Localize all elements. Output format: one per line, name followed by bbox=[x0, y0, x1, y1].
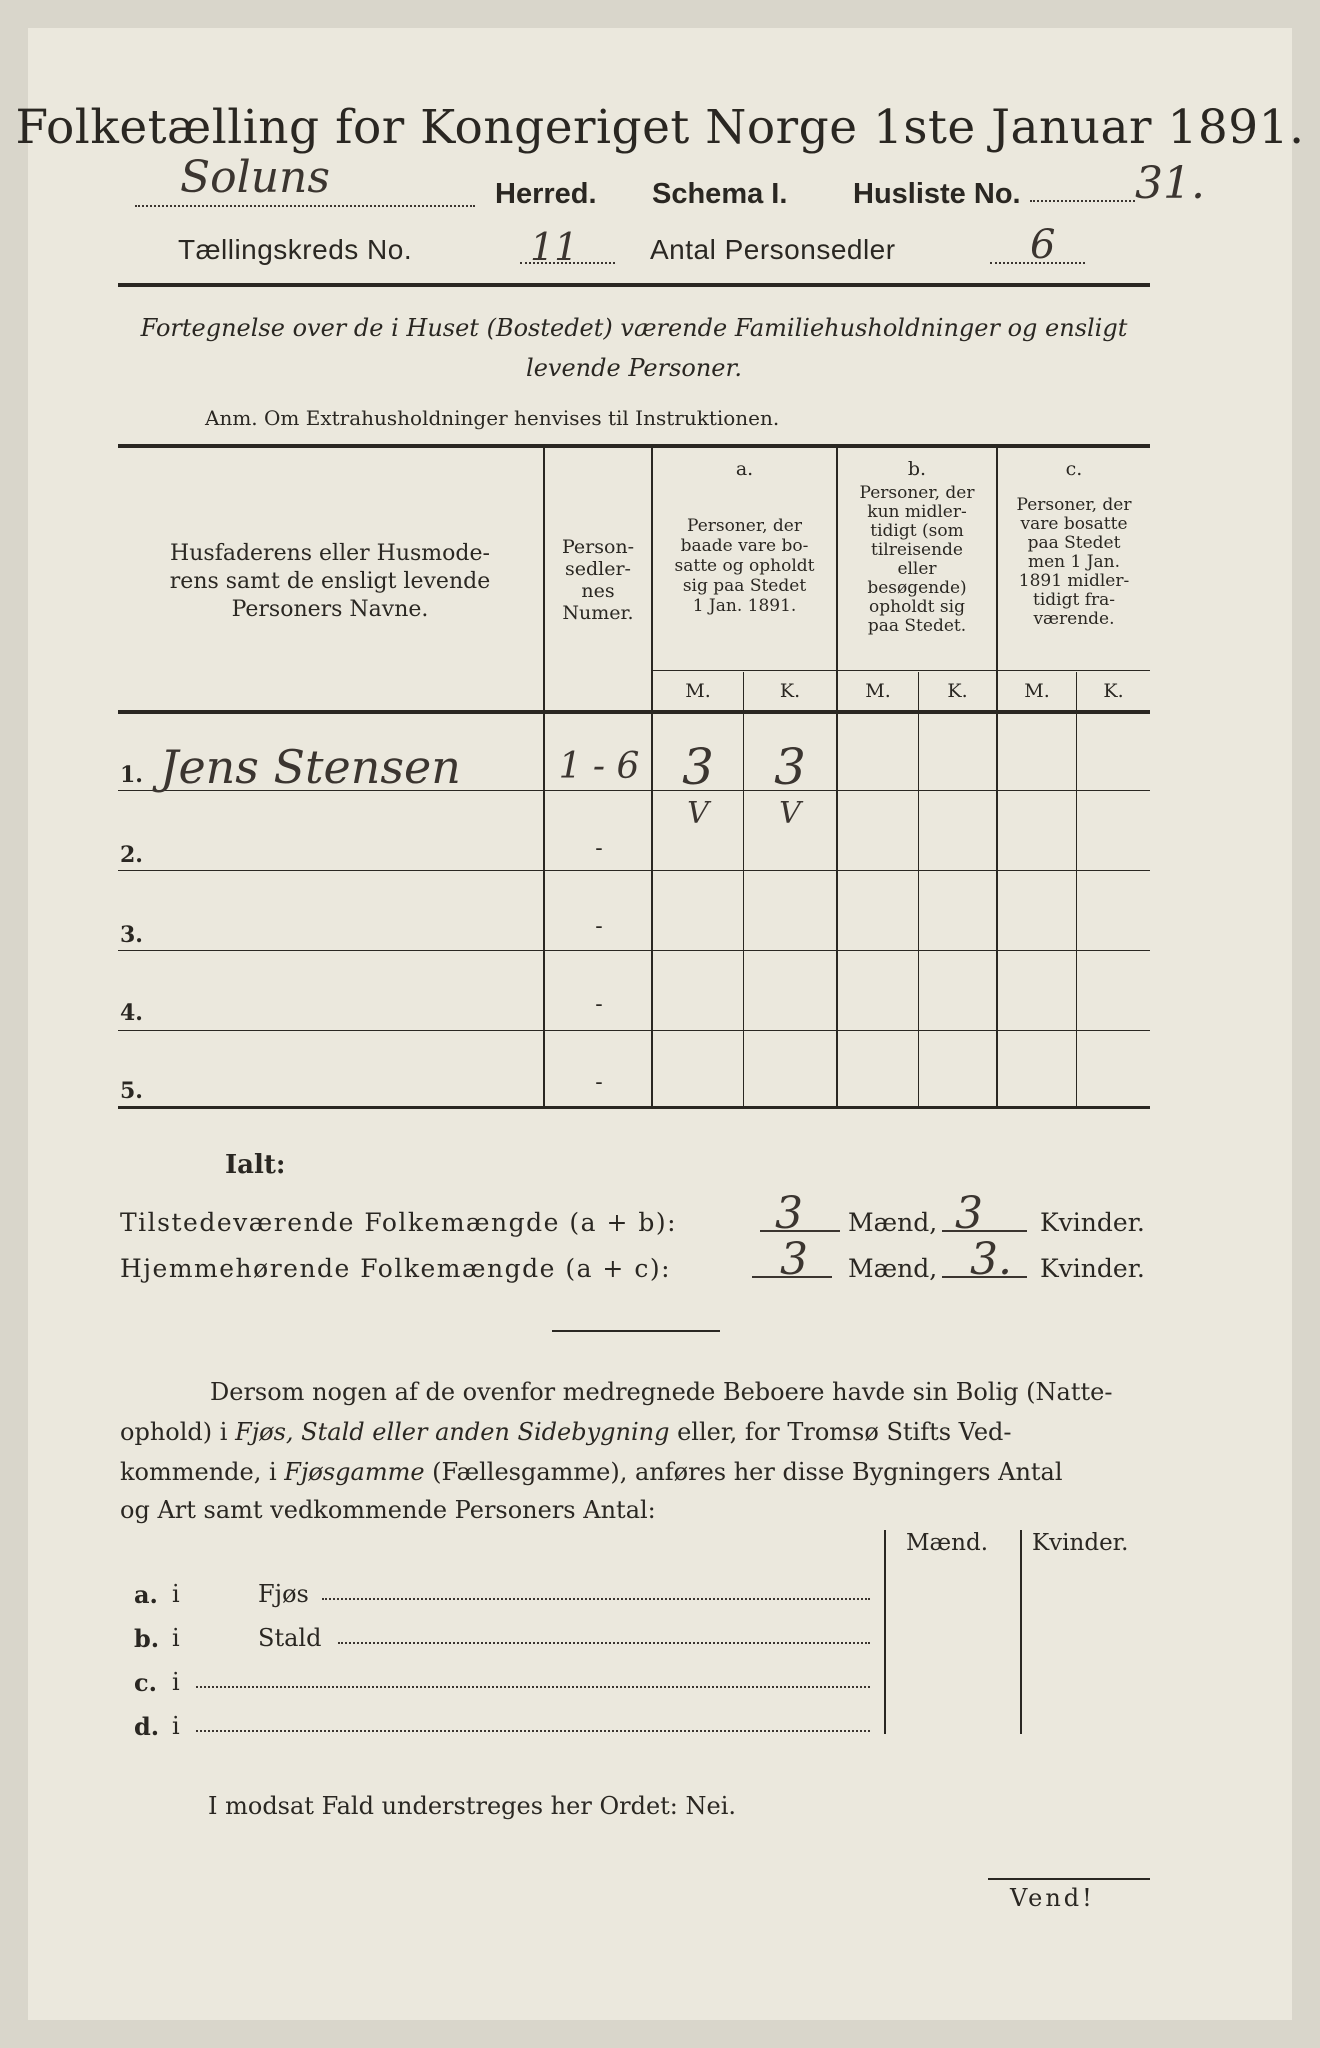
col-b-letter: b. bbox=[907, 458, 927, 480]
para-text: (Fællesgamme), anføres her disse Bygningers Antal bbox=[424, 1458, 1063, 1486]
herred-value: Soluns bbox=[180, 152, 330, 203]
vend-label: Vend! bbox=[1010, 1884, 1095, 1912]
names-column-header bbox=[120, 540, 540, 624]
a-k-value: 3 bbox=[774, 738, 806, 796]
col-b-header-line: paa Stedet. bbox=[867, 616, 967, 636]
col-a-header-line: sig paa Stedet bbox=[682, 576, 807, 596]
para-text: ophold) i bbox=[120, 1418, 236, 1446]
col-b-header-line: besøgende) bbox=[867, 578, 967, 598]
col-divider-mk bbox=[918, 672, 919, 1107]
row-number: 5. bbox=[120, 1078, 143, 1104]
col-a-letter: a. bbox=[735, 458, 754, 480]
tilstede-m-value: 3 bbox=[775, 1188, 803, 1239]
para-text-italic: Fjøsgamme bbox=[284, 1458, 425, 1486]
c-k-label: K. bbox=[1103, 680, 1124, 702]
outbuildings-kvinder-header: Kvinder. bbox=[1032, 1530, 1129, 1556]
antal-label: Antal Personsedler bbox=[650, 234, 896, 265]
col-divider-mk bbox=[1076, 672, 1077, 1107]
kreds-label: Tællingskreds No. bbox=[178, 234, 413, 265]
item-i: i bbox=[172, 1580, 180, 1608]
item-label: Stald bbox=[258, 1624, 322, 1652]
col-b-header-line: kun midler- bbox=[867, 502, 967, 522]
form-title: Folketælling for Kongeriget Norge 1ste Januar 1891. bbox=[15, 100, 1305, 155]
c-m-label: M. bbox=[1024, 680, 1050, 702]
item-i: i bbox=[172, 1668, 180, 1696]
row-rule bbox=[118, 950, 1150, 951]
col-c-header-line: vare bosatte bbox=[1020, 514, 1128, 534]
item-dots bbox=[196, 1686, 870, 1688]
col-a-header-line: satte og opholdt bbox=[674, 556, 815, 576]
a-k-checkmark: V bbox=[779, 796, 801, 831]
sedler-numbers: - bbox=[595, 1070, 603, 1095]
kreds-value: 11 bbox=[530, 225, 579, 269]
col-c-header-line: Personer, der bbox=[1016, 495, 1132, 515]
para-text: eller, for Tromsø Stifts Ved- bbox=[669, 1418, 1012, 1446]
col-a-header bbox=[653, 516, 836, 616]
hjemme-maend: Mænd, bbox=[848, 1254, 938, 1283]
a-m-checkmark: V bbox=[687, 796, 709, 831]
row-number: 4. bbox=[120, 1000, 143, 1026]
b-m-label: M. bbox=[865, 680, 891, 702]
item-dots bbox=[322, 1598, 870, 1600]
para-line-3 bbox=[120, 1458, 1063, 1486]
vend-rule bbox=[988, 1878, 1150, 1880]
sedler-numbers: 1 - 6 bbox=[558, 746, 640, 787]
sedler-header-line: Numer. bbox=[562, 602, 634, 624]
a-m-label: M. bbox=[685, 680, 711, 702]
nei-instruction: I modsat Fald understreges her Ordet: Nei. bbox=[208, 1792, 737, 1820]
col-c-header-line: 1891 midler- bbox=[1018, 571, 1130, 591]
item-dots bbox=[196, 1730, 870, 1732]
tilstede-label: Tilstedeværende Folkemængde (a + b): bbox=[120, 1208, 678, 1237]
col-c-letter: c. bbox=[1065, 458, 1083, 480]
sedler-numbers: - bbox=[595, 914, 603, 939]
para-text-italic: Fjøs, Stald eller anden Sidebygning bbox=[235, 1418, 670, 1446]
para-line-4: og Art samt vedkommende Personers Antal: bbox=[120, 1496, 656, 1524]
sedler-numbers: - bbox=[595, 836, 603, 861]
section-divider bbox=[552, 1330, 720, 1332]
col-a-header-line: Personer, der bbox=[687, 516, 802, 536]
a-k-label: K. bbox=[779, 680, 801, 702]
col-c-header-line: men 1 Jan. bbox=[1027, 552, 1121, 572]
row-number: 3. bbox=[120, 922, 143, 948]
item-i: i bbox=[172, 1712, 180, 1740]
item-letter: a. bbox=[134, 1580, 158, 1609]
item-letter: b. bbox=[134, 1624, 160, 1653]
col-c-header-line: værende. bbox=[1033, 609, 1115, 629]
names-header-line: Husfaderens eller Husmode- bbox=[170, 541, 490, 566]
names-header-line: Personers Navne. bbox=[231, 597, 429, 622]
household-name: Jens Stensen bbox=[160, 740, 461, 794]
husliste-dots bbox=[1030, 200, 1135, 202]
col-b-header-line: eller bbox=[897, 559, 937, 579]
sedler-header-line: nes bbox=[581, 580, 615, 602]
hjemme-m-value: 3 bbox=[780, 1234, 808, 1285]
col-c-header bbox=[998, 496, 1150, 629]
names-header-line: rens samt de ensligt levende bbox=[169, 569, 491, 594]
col-b-header-line: tilreisende bbox=[870, 540, 963, 560]
outbuildings-maend-header: Mænd. bbox=[906, 1530, 989, 1556]
hjemme-k-value: 3. bbox=[970, 1234, 1012, 1285]
col-b-header-line: opholdt sig bbox=[869, 597, 965, 617]
outbuildings-divider bbox=[884, 1530, 886, 1734]
hjemme-label: Hjemmehørende Folkemængde (a + c): bbox=[120, 1254, 671, 1283]
row-rule bbox=[118, 870, 1150, 871]
para-line-2 bbox=[120, 1418, 1012, 1446]
row-number: 1. bbox=[120, 762, 143, 788]
sedler-header-line: sedler- bbox=[565, 558, 631, 580]
col-b-header-line: Personer, der bbox=[859, 483, 975, 503]
item-i: i bbox=[172, 1624, 180, 1652]
row-number: 2. bbox=[120, 842, 143, 868]
item-label: Fjøs bbox=[258, 1580, 309, 1608]
para-text: kommende, i bbox=[120, 1458, 285, 1486]
intro-line-2: levende Personer. bbox=[526, 354, 742, 382]
antal-value: 6 bbox=[1030, 222, 1056, 268]
item-letter: d. bbox=[134, 1712, 160, 1741]
ialt-label: Ialt: bbox=[225, 1150, 286, 1180]
husliste-value: 31. bbox=[1135, 158, 1205, 209]
item-dots bbox=[338, 1642, 870, 1644]
b-k-label: K. bbox=[947, 680, 968, 702]
col-a-header-line: 1 Jan. 1891. bbox=[692, 596, 797, 616]
sedler-numbers: - bbox=[595, 992, 603, 1017]
col-b-header bbox=[838, 484, 996, 636]
header-rule bbox=[118, 283, 1150, 287]
husliste-label: Husliste No. bbox=[853, 178, 1021, 210]
sedler-column-header bbox=[545, 536, 651, 624]
col-c-header-line: paa Stedet bbox=[1027, 533, 1121, 553]
herred-label: Herred. bbox=[495, 178, 597, 210]
col-a-header-line: baade vare bo- bbox=[680, 536, 809, 556]
hjemme-kvinder: Kvinder. bbox=[1040, 1254, 1145, 1283]
row-rule bbox=[118, 1030, 1150, 1031]
para-line-1: Dersom nogen af de ovenfor medregnede Beboere havde sin Bolig (Natte- bbox=[210, 1378, 1113, 1406]
tilstede-kvinder: Kvinder. bbox=[1040, 1208, 1145, 1237]
schema-label: Schema I. bbox=[652, 178, 788, 210]
col-c-header-line: tidigt fra- bbox=[1032, 590, 1115, 610]
tilstede-maend: Mænd, bbox=[848, 1208, 938, 1237]
item-letter: c. bbox=[134, 1668, 157, 1697]
tilstede-k-value: 3 bbox=[955, 1188, 983, 1239]
mk-subheader-rule bbox=[653, 670, 1150, 671]
a-m-value: 3 bbox=[682, 738, 714, 796]
anm-note: Anm. Om Extrahusholdninger henvises til Instruktionen. bbox=[205, 406, 780, 430]
outbuildings-divider bbox=[1020, 1530, 1022, 1734]
intro-line-1: Fortegnelse over de i Huset (Bostedet) værende Familiehusholdninger og ensligt bbox=[140, 314, 1128, 342]
col-b-header-line: tidigt (som bbox=[870, 521, 964, 541]
sedler-header-line: Person- bbox=[561, 536, 635, 558]
